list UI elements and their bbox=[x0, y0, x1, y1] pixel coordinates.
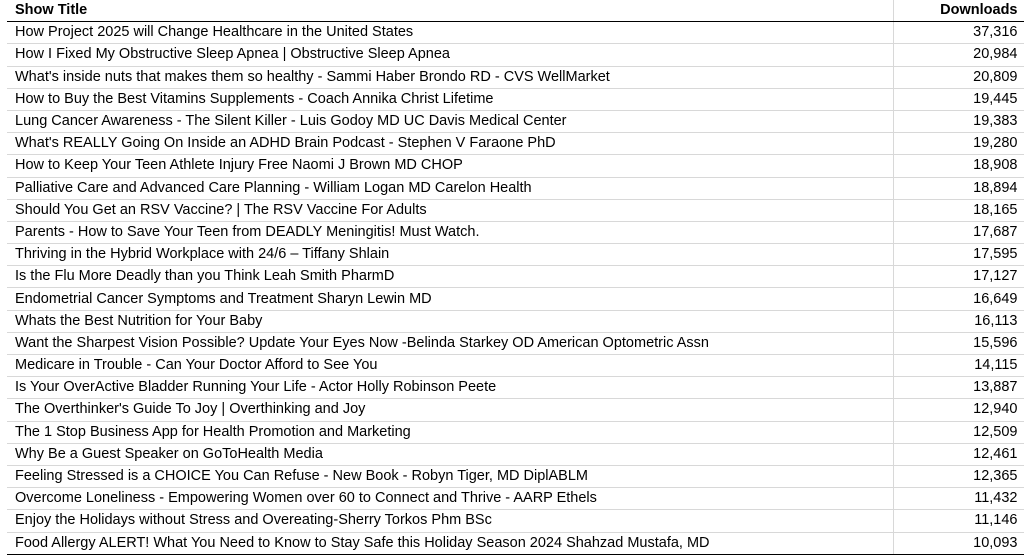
cell-downloads[interactable]: 10,093 bbox=[893, 532, 1024, 554]
table-row bbox=[7, 399, 1024, 421]
table-row bbox=[7, 288, 1024, 310]
table-row bbox=[7, 377, 1024, 399]
cell-show-title[interactable]: Food Allergy ALERT! What You Need to Know to Stay Safe this Holiday Season 2024 Shahzad Mustafa, MD bbox=[7, 532, 893, 554]
cell-show-title[interactable]: Thriving in the Hybrid Workplace with 24/6 – Tiffany Shlain bbox=[7, 244, 893, 266]
cell-show-title[interactable]: Palliative Care and Advanced Care Planning - William Logan MD Carelon Health bbox=[7, 177, 893, 199]
cell-downloads[interactable]: 13,887 bbox=[893, 377, 1024, 399]
cell-show-title[interactable]: Why Be a Guest Speaker on GoToHealth Media bbox=[7, 443, 893, 465]
table-row bbox=[7, 244, 1024, 266]
column-header-show-title[interactable]: Show Title bbox=[7, 0, 893, 22]
table-row bbox=[7, 177, 1024, 199]
cell-show-title[interactable]: Endometrial Cancer Symptoms and Treatment Sharyn Lewin MD bbox=[7, 288, 893, 310]
cell-show-title[interactable]: The 1 Stop Business App for Health Promotion and Marketing bbox=[7, 421, 893, 443]
cell-show-title[interactable]: How I Fixed My Obstructive Sleep Apnea | Obstructive Sleep Apnea bbox=[7, 44, 893, 66]
cell-downloads[interactable]: 12,365 bbox=[893, 465, 1024, 487]
table-row bbox=[7, 355, 1024, 377]
cell-show-title[interactable]: Should You Get an RSV Vaccine? | The RSV Vaccine For Adults bbox=[7, 199, 893, 221]
cell-downloads[interactable]: 12,940 bbox=[893, 399, 1024, 421]
cell-show-title[interactable]: Overcome Loneliness - Empowering Women over 60 to Connect and Thrive - AARP Ethels bbox=[7, 488, 893, 510]
header-row bbox=[7, 0, 1024, 22]
table-row bbox=[7, 199, 1024, 221]
table-body bbox=[7, 22, 1024, 555]
table-row bbox=[7, 44, 1024, 66]
table-row bbox=[7, 532, 1024, 554]
cell-show-title[interactable]: Feeling Stressed is a CHOICE You Can Refuse - New Book - Robyn Tiger, MD DiplABLM bbox=[7, 465, 893, 487]
cell-show-title[interactable]: Is the Flu More Deadly than you Think Leah Smith PharmD bbox=[7, 266, 893, 288]
table-row bbox=[7, 421, 1024, 443]
cell-show-title[interactable]: Whats the Best Nutrition for Your Baby bbox=[7, 310, 893, 332]
cell-downloads[interactable]: 19,383 bbox=[893, 110, 1024, 132]
table-row bbox=[7, 443, 1024, 465]
cell-show-title[interactable]: How to Buy the Best Vitamins Supplements - Coach Annika Christ Lifetime bbox=[7, 88, 893, 110]
cell-downloads[interactable]: 12,509 bbox=[893, 421, 1024, 443]
cell-downloads[interactable]: 18,165 bbox=[893, 199, 1024, 221]
table-row bbox=[7, 221, 1024, 243]
table-row bbox=[7, 332, 1024, 354]
cell-downloads[interactable]: 19,280 bbox=[893, 133, 1024, 155]
cell-downloads[interactable]: 20,984 bbox=[893, 44, 1024, 66]
table-row bbox=[7, 88, 1024, 110]
cell-downloads[interactable]: 17,127 bbox=[893, 266, 1024, 288]
cell-downloads[interactable]: 14,115 bbox=[893, 355, 1024, 377]
table-row bbox=[7, 266, 1024, 288]
cell-downloads[interactable]: 16,649 bbox=[893, 288, 1024, 310]
cell-downloads[interactable]: 16,113 bbox=[893, 310, 1024, 332]
cell-downloads[interactable]: 11,146 bbox=[893, 510, 1024, 532]
cell-downloads[interactable]: 20,809 bbox=[893, 66, 1024, 88]
cell-downloads[interactable]: 11,432 bbox=[893, 488, 1024, 510]
table-row bbox=[7, 110, 1024, 132]
cell-show-title[interactable]: Lung Cancer Awareness - The Silent Killer - Luis Godoy MD UC Davis Medical Center bbox=[7, 110, 893, 132]
cell-downloads[interactable]: 18,908 bbox=[893, 155, 1024, 177]
cell-show-title[interactable]: How Project 2025 will Change Healthcare in the United States bbox=[7, 22, 893, 44]
cell-show-title[interactable]: Parents - How to Save Your Teen from DEADLY Meningitis! Must Watch. bbox=[7, 221, 893, 243]
cell-show-title[interactable]: Is Your OverActive Bladder Running Your Life - Actor Holly Robinson Peete bbox=[7, 377, 893, 399]
table-row bbox=[7, 155, 1024, 177]
cell-show-title[interactable]: How to Keep Your Teen Athlete Injury Free Naomi J Brown MD CHOP bbox=[7, 155, 893, 177]
table-row bbox=[7, 465, 1024, 487]
cell-show-title[interactable]: Want the Sharpest Vision Possible? Update Your Eyes Now -Belinda Starkey OD American Optometric Assn bbox=[7, 332, 893, 354]
cell-downloads[interactable]: 19,445 bbox=[893, 88, 1024, 110]
cell-downloads[interactable]: 17,595 bbox=[893, 244, 1024, 266]
cell-downloads[interactable]: 15,596 bbox=[893, 332, 1024, 354]
table-row bbox=[7, 66, 1024, 88]
cell-downloads[interactable]: 12,461 bbox=[893, 443, 1024, 465]
cell-show-title[interactable]: Medicare in Trouble - Can Your Doctor Afford to See You bbox=[7, 355, 893, 377]
table-row bbox=[7, 22, 1024, 44]
downloads-table bbox=[7, 0, 1024, 555]
cell-downloads[interactable]: 18,894 bbox=[893, 177, 1024, 199]
cell-show-title[interactable]: The Overthinker's Guide To Joy | Overthinking and Joy bbox=[7, 399, 893, 421]
cell-show-title[interactable]: What's inside nuts that makes them so healthy - Sammi Haber Brondo RD - CVS WellMarket bbox=[7, 66, 893, 88]
table-row bbox=[7, 133, 1024, 155]
column-header-downloads[interactable]: Downloads bbox=[893, 0, 1024, 22]
cell-show-title[interactable]: What's REALLY Going On Inside an ADHD Brain Podcast - Stephen V Faraone PhD bbox=[7, 133, 893, 155]
cell-downloads[interactable]: 37,316 bbox=[893, 22, 1024, 44]
table-row bbox=[7, 488, 1024, 510]
cell-downloads[interactable]: 17,687 bbox=[893, 221, 1024, 243]
table-row bbox=[7, 510, 1024, 532]
table-row bbox=[7, 310, 1024, 332]
cell-show-title[interactable]: Enjoy the Holidays without Stress and Overeating-Sherry Torkos Phm BSc bbox=[7, 510, 893, 532]
